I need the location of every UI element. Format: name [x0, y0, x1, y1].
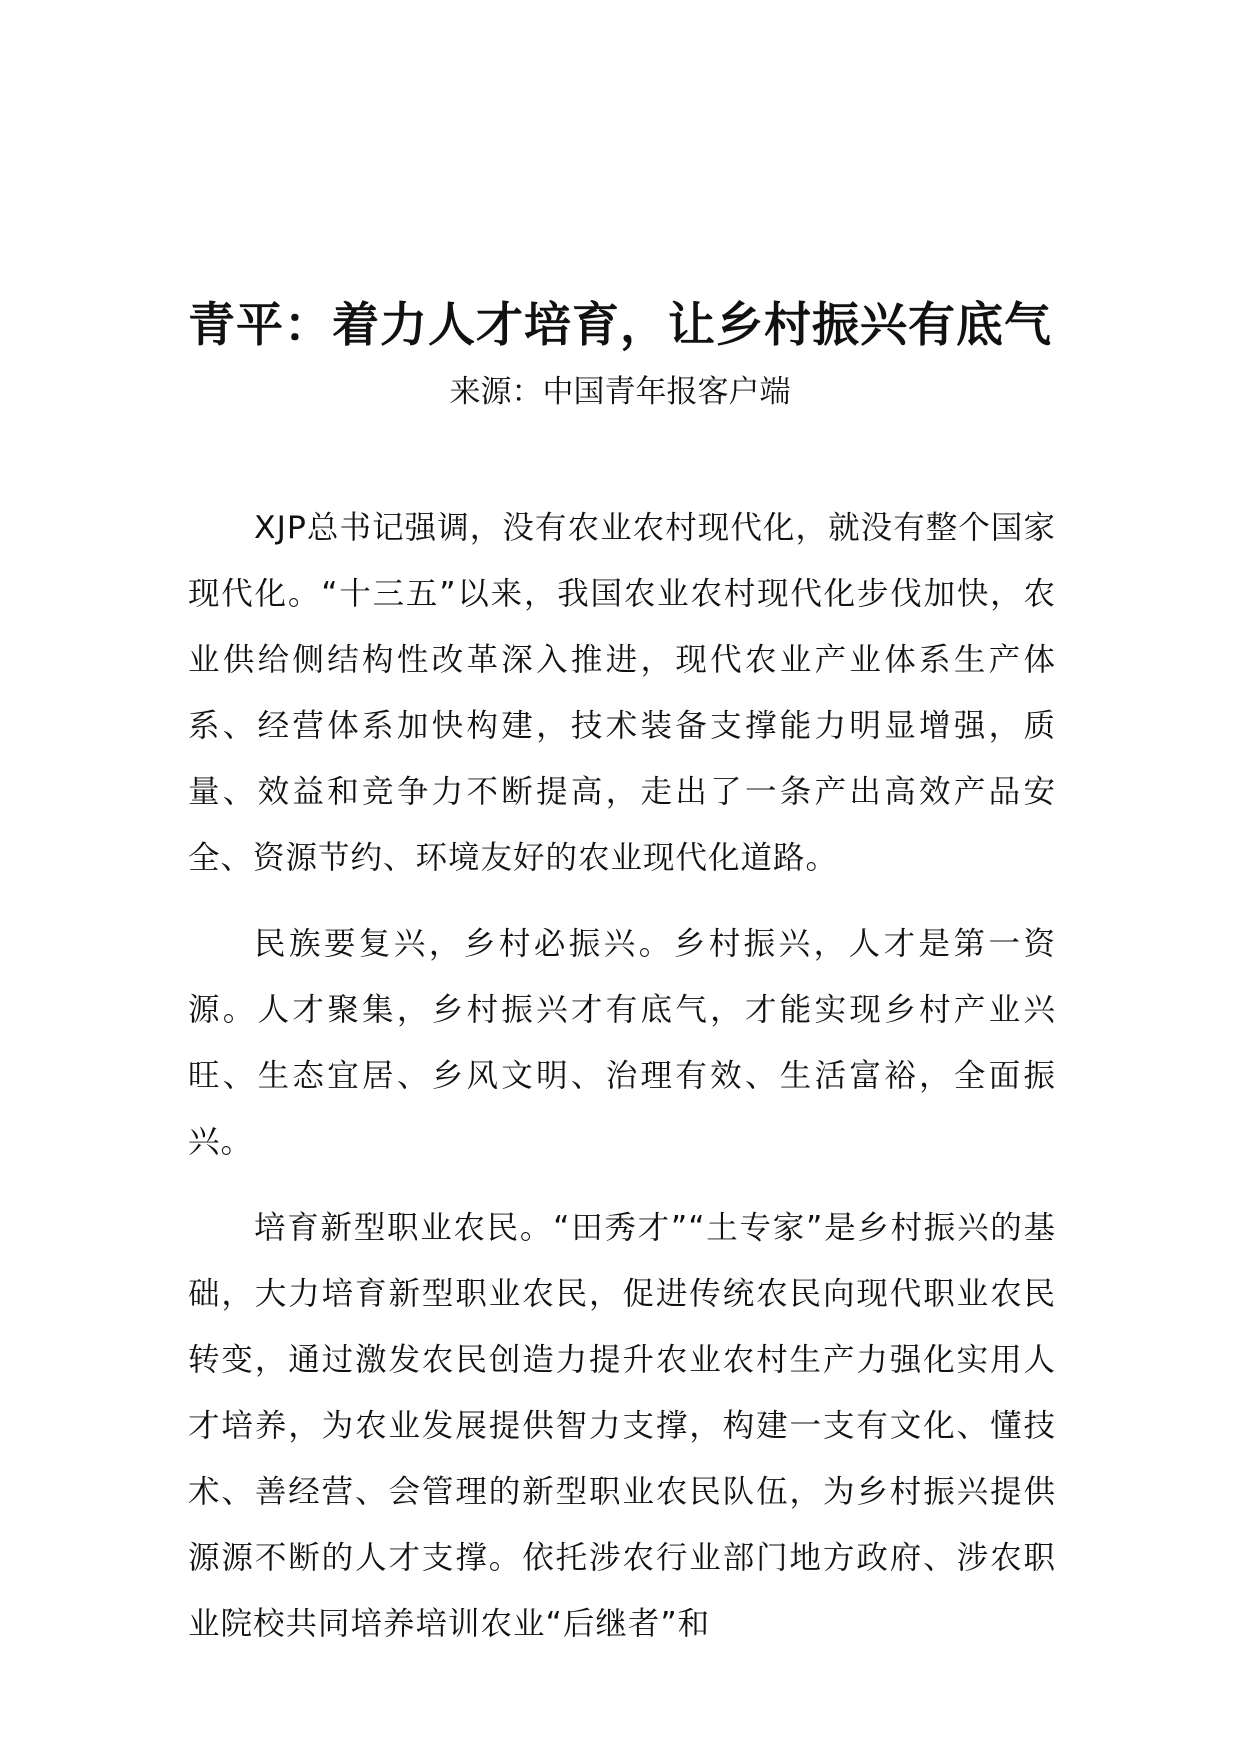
paragraph: XJP总书记强调，没有农业农村现代化，就没有整个国家现代化。“十三五”以来，我国农业农村现代化步伐加快，农业供给侧结构性改革深入推进，现代农业产业体系生产体系、经营体系加快构建，技术装备支撑能力明显增强，质量、效益和竞争力不断提高，走出了一条产出高效产品安全、资源节约、环境友好的农业现代化道路。: [188, 510, 1056, 876]
article-body: [188, 495, 1056, 1677]
paragraph: 民族要复兴，乡村必振兴。乡村振兴，人才是第一资源。人才聚集，乡村振兴才有底气，才能实现乡村产业兴旺、生态宜居、乡风文明、治理有效、生活富裕，全面振兴。: [188, 926, 1056, 1160]
article-title: 青平：着力人才培育，让乡村振兴有底气: [188, 298, 1052, 353]
article-source: 来源：中国青年报客户端: [449, 374, 791, 410]
paragraph: 培育新型职业农民。“田秀才”“土专家”是乡村振兴的基础，大力培育新型职业农民，促进传统农民向现代职业农民转变，通过激发农民创造力提升农业农村生产力强化实用人才培养，为农业发展提供智力支撑，构建一支有文化、懂技术、善经营、会管理的新型职业农民队伍，为乡村振兴提供源源不断的人才支撑。依托涉农行业部门地方政府、涉农职业院校共同培养培训农业“后继者”和: [188, 1210, 1056, 1642]
